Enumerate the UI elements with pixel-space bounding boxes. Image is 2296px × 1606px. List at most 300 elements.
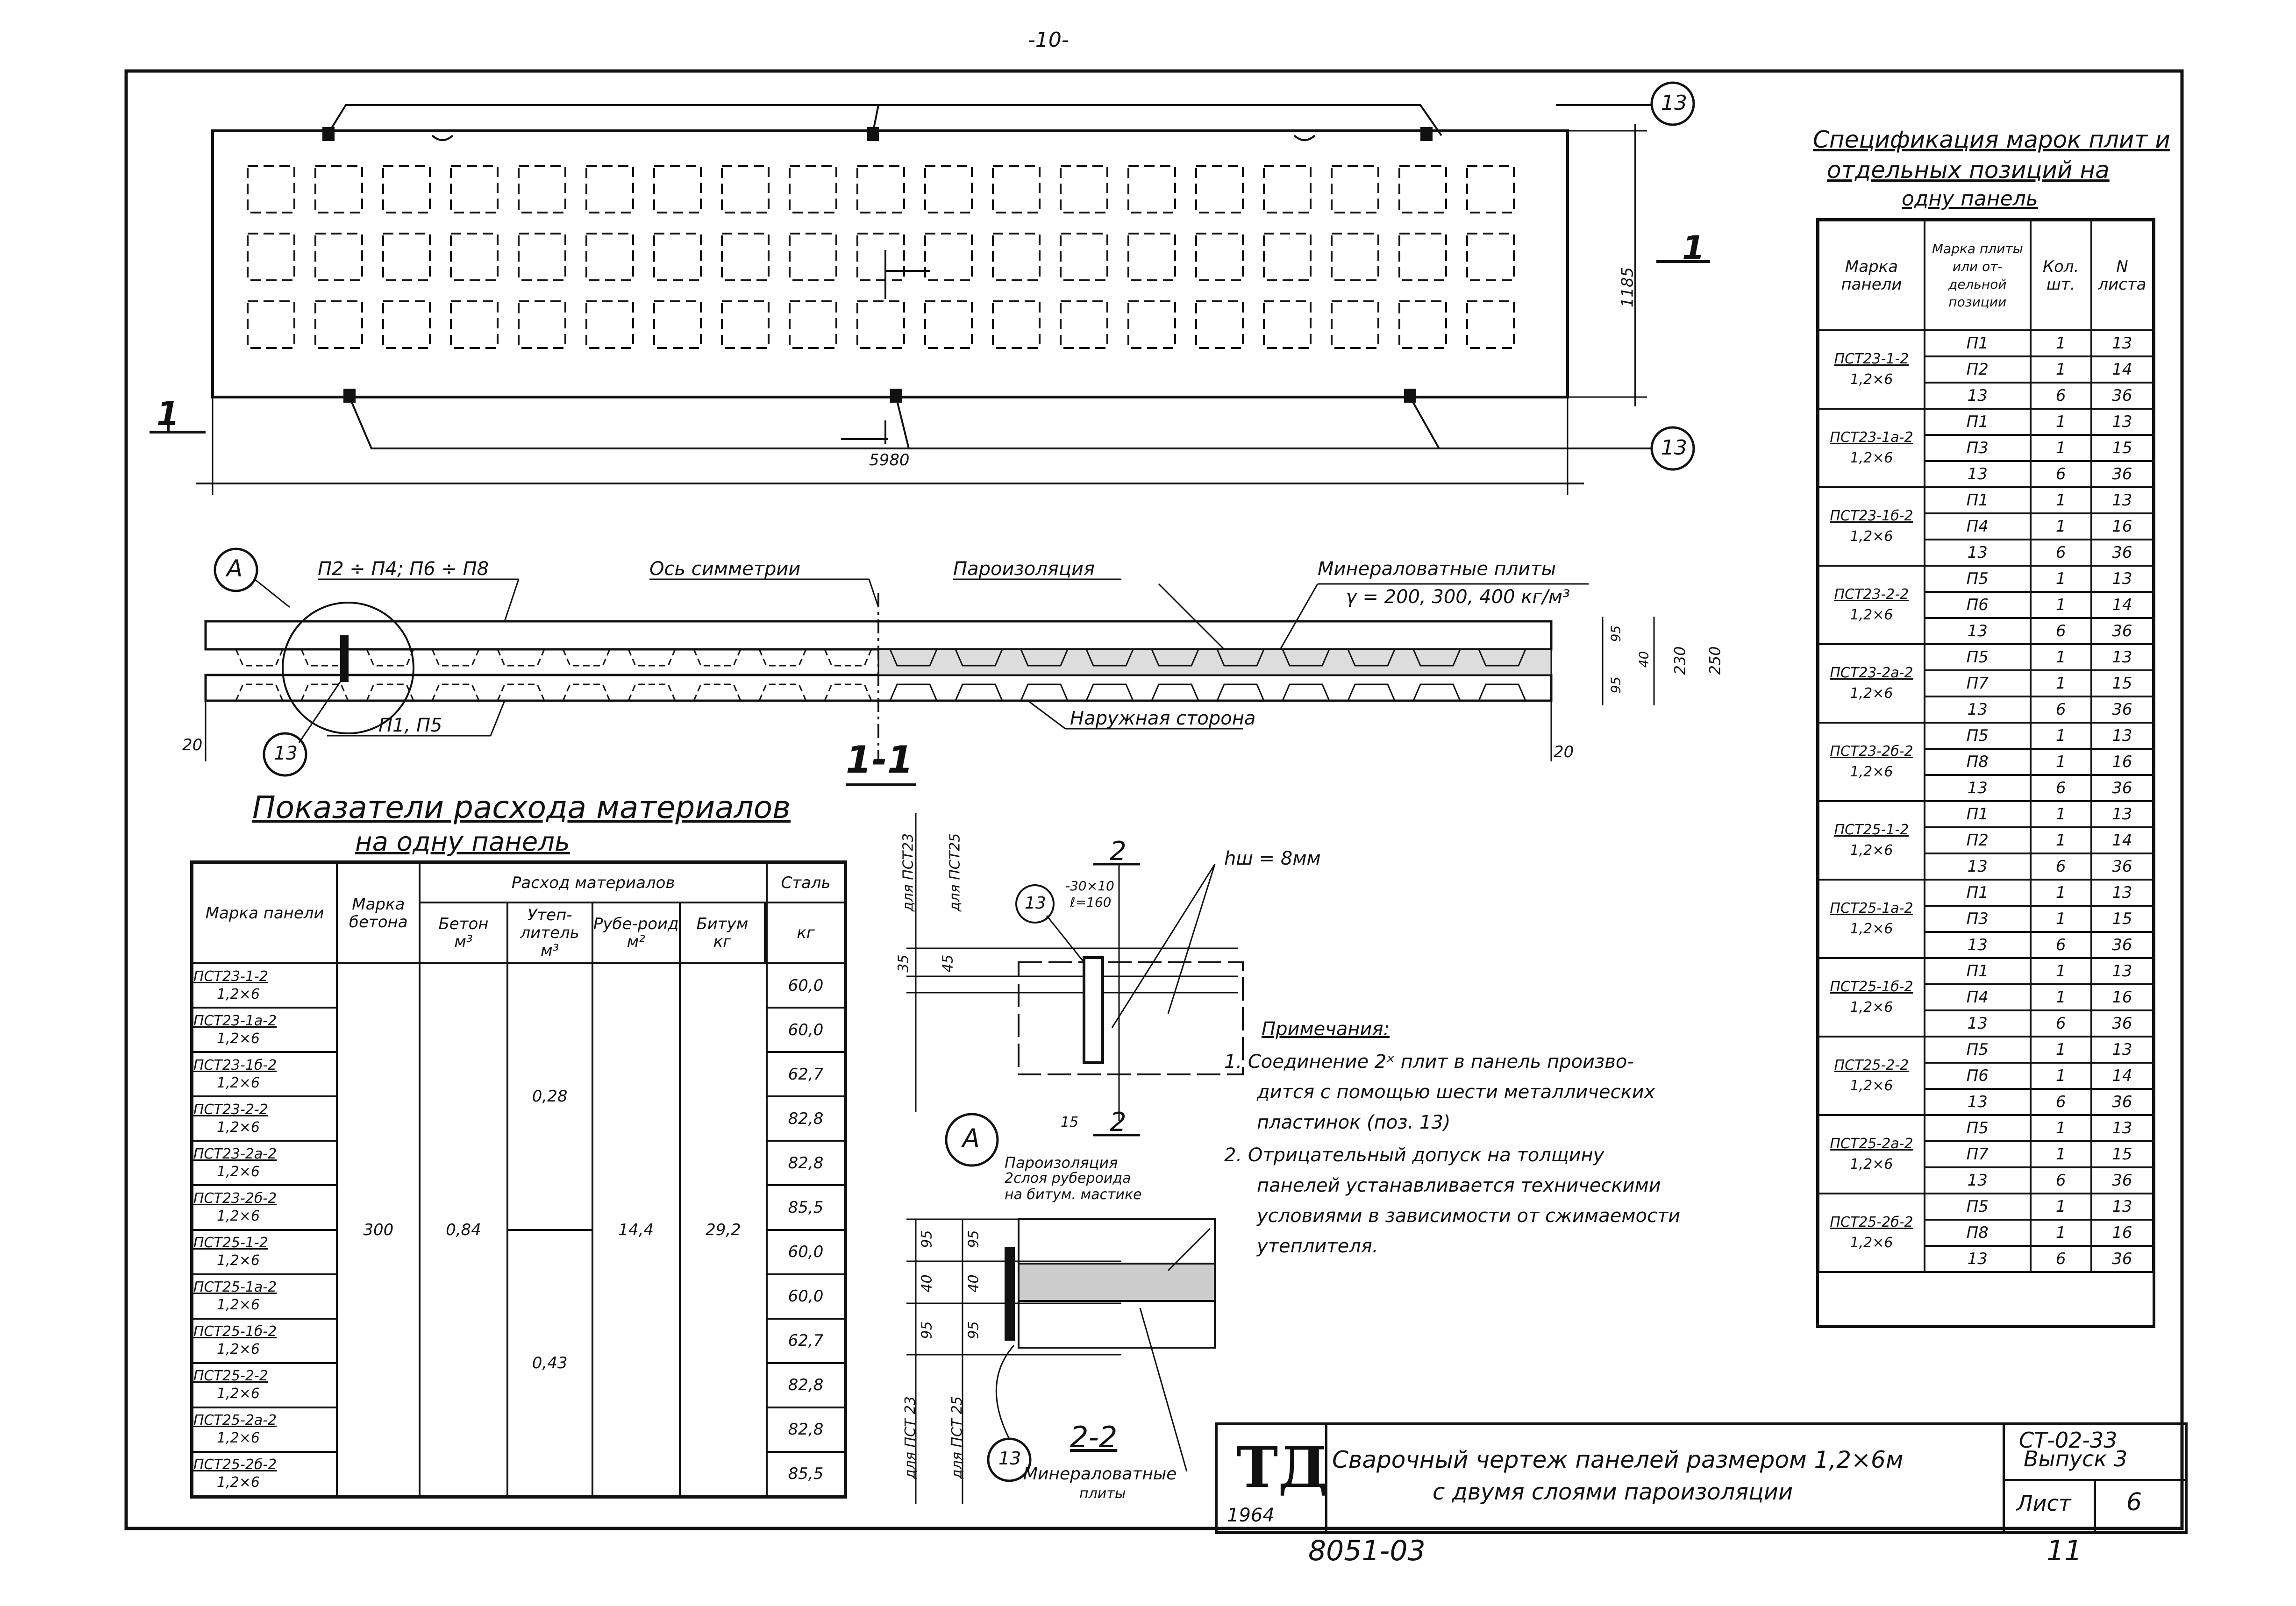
spec-plate: П5 (1925, 1194, 2031, 1220)
spec-qty: 1 (2031, 356, 2091, 383)
spec-row (1818, 723, 2153, 749)
spec-row (1818, 880, 2153, 906)
plan-rib-cell (586, 166, 633, 213)
spec-panel-mark: ПСТ23-2а-2 (1830, 665, 1913, 681)
detail-2-plate-label: -30×10 (1065, 878, 1114, 894)
spec-table (1818, 220, 2154, 1273)
plan-anchor (322, 127, 335, 141)
hdr-bitumen-text: Битум (696, 915, 749, 934)
spec-sheet: 13 (2091, 487, 2153, 513)
section-rib (563, 649, 610, 666)
section-rib (1217, 684, 1264, 701)
detail-2-mark-bottom: 2 (1110, 1107, 1127, 1137)
materials-size: 1,2×6 (217, 1119, 260, 1136)
hdr-concrete-text: Бетон (438, 915, 489, 934)
materials-steel: 62,7 (767, 1052, 845, 1096)
plan-rib-cell (790, 301, 836, 348)
plan-rib-cell (1061, 301, 1107, 348)
section-rib (432, 684, 479, 701)
spec-panel-mark: ПСТ25-1б-2 (1830, 979, 1913, 995)
spec-sheet: 36 (2091, 618, 2153, 644)
plan-rib-cell (1467, 166, 1514, 213)
section-rib (432, 649, 479, 666)
materials-mark-cell (193, 1407, 337, 1452)
materials-mark-cell (193, 1230, 337, 1274)
plan-rib-cell (315, 234, 362, 280)
detail-2-dim35: 35 (895, 954, 912, 973)
label-axis: Ось симметрии (649, 558, 801, 580)
detail-2-plate-length: ℓ=160 (1070, 895, 1112, 910)
label-outer: Наружная сторона (1070, 708, 1256, 729)
plan-ribs-grid (248, 166, 1514, 348)
detail-22-title: 2-2 (1070, 1420, 1118, 1454)
materials-mark: ПСТ23-1б-2 (193, 1057, 277, 1073)
spec-plate: 13 (1925, 775, 2031, 801)
notes-title: Примечания: (1262, 1018, 1390, 1040)
materials-size: 1,2×6 (217, 1074, 260, 1091)
spec-sheet: 36 (2091, 932, 2153, 958)
plan-rib-cell (925, 234, 972, 280)
spec-qty: 1 (2031, 670, 2091, 696)
spec-plate: П8 (1925, 1220, 2031, 1246)
plan-rib-cell (925, 166, 972, 213)
spec-row (1818, 1115, 2153, 1141)
title-line-2: с двумя слоями пароизоляции (1433, 1479, 1793, 1505)
spec-qty: 1 (2031, 749, 2091, 775)
spec-panel-size: 1,2×6 (1850, 921, 1893, 937)
spec-qty: 1 (2031, 1194, 2091, 1220)
plan-rib-cell (790, 166, 836, 213)
spec-panel-size: 1,2×6 (1850, 371, 1893, 388)
callout-A-label: A (227, 555, 243, 582)
spec-qty: 1 (2031, 880, 2091, 906)
note-line: утеплителя. (1257, 1236, 1378, 1257)
spec-qty: 6 (2031, 1089, 2091, 1115)
spec-panel-cell (1818, 801, 1925, 880)
materials-steel: 62,7 (767, 1319, 845, 1363)
spec-qty: 6 (2031, 775, 2091, 801)
spec-plate: 13 (1925, 932, 2031, 958)
plan-rib-cell (248, 301, 294, 348)
spec-panel-size: 1,2×6 (1850, 450, 1893, 466)
spec-plate: 13 (1925, 618, 2031, 644)
materials-size: 1,2×6 (217, 1030, 260, 1047)
spec-sheet: 36 (2091, 1010, 2153, 1037)
hdr-concrete-unit: м³ (454, 932, 473, 952)
detail-2-slab (1019, 962, 1243, 1074)
spec-qty: 1 (2031, 566, 2091, 592)
spec-plate: П5 (1925, 566, 2031, 592)
dim-95-top: 95 (1608, 625, 1624, 642)
materials-mark-cell (193, 1008, 337, 1052)
materials-steel: 82,8 (767, 1096, 845, 1141)
plan-rib-cell (993, 301, 1040, 348)
plan-rib-cell (1196, 301, 1243, 348)
spec-panel-size: 1,2×6 (1850, 999, 1893, 1016)
plan-rib-cell (1196, 166, 1243, 213)
materials-bitumen: 29,2 (680, 963, 767, 1496)
materials-insulation-2: 0,43 (507, 1230, 592, 1496)
section-title: 1-1 (846, 738, 913, 782)
section-rib (694, 684, 741, 701)
note-line: панелей устанавливается техническими (1257, 1175, 1661, 1196)
spec-qty: 1 (2031, 409, 2091, 435)
spec-panel-size: 1,2×6 (1850, 842, 1893, 859)
sheet-divider (2094, 1479, 2096, 1531)
section-rib (301, 684, 348, 701)
spec-sheet: 36 (2091, 461, 2153, 487)
materials-mark-cell (193, 1452, 337, 1496)
spec-plate: 13 (1925, 383, 2031, 409)
plan-rib-cell (790, 234, 836, 280)
hdr-steel: Сталь (767, 863, 845, 902)
plan-rib-cell (248, 234, 294, 280)
plan-rib-cell (1332, 301, 1378, 348)
spec-sheet: 13 (2091, 958, 2153, 984)
logo: ТД (1236, 1435, 1328, 1500)
spec-panel-mark: ПСТ23-1б-2 (1830, 508, 1913, 524)
spec-sheet: 36 (2091, 1246, 2153, 1272)
materials-size: 1,2×6 (217, 1163, 260, 1180)
materials-mark: ПСТ25-2б-2 (193, 1457, 277, 1473)
spec-panel-size: 1,2×6 (1850, 1156, 1893, 1173)
spec-hdr-mark-panel: Марка панели (1818, 220, 1925, 330)
materials-mark-cell (193, 1185, 337, 1229)
spec-sheet: 36 (2091, 540, 2153, 566)
plan-rib-cell (1399, 234, 1446, 280)
plan-rib-cell (1332, 234, 1378, 280)
spec-sheet: 13 (2091, 409, 2153, 435)
spec-plate: П8 (1925, 749, 2031, 775)
note-line: 2. Отрицательный допуск на толщину (1224, 1144, 1604, 1166)
title-line-1: Сварочный чертеж панелей размером 1,2×6м (1332, 1446, 1904, 1473)
plan-rib-cell (1264, 301, 1311, 348)
spec-qty: 6 (2031, 461, 2091, 487)
plan-rib-cell (654, 301, 701, 348)
detail-22-dim40a: 40 (919, 1274, 935, 1293)
spec-plate: П5 (1925, 723, 2031, 749)
dim-40: 40 (1636, 651, 1652, 668)
spec-panel-cell (1818, 723, 1925, 801)
logo-cell (1218, 1425, 1327, 1531)
plan-rib-cell (1467, 234, 1514, 280)
spec-hdr-mark-plate: Марка плиты или от-дельной позиции (1925, 220, 2031, 330)
detail-22-dim95d: 95 (965, 1321, 982, 1339)
spec-qty: 1 (2031, 513, 2091, 540)
hdr-insulation-unit: м³ (540, 941, 559, 960)
materials-steel: 60,0 (767, 1274, 845, 1319)
spec-qty: 6 (2031, 696, 2091, 723)
spec-sheet: 14 (2091, 356, 2153, 383)
detail-2-plate (1084, 958, 1103, 1063)
spec-row (1818, 801, 2153, 827)
dim-250: 250 (1706, 646, 1724, 675)
spec-qty: 1 (2031, 435, 2091, 461)
spec-qty: 1 (2031, 1115, 2091, 1141)
title-block (1215, 1422, 2188, 1534)
plan-rib-cell (993, 234, 1040, 280)
section-rib (563, 684, 610, 701)
dim-95-bottom: 95 (1608, 676, 1624, 694)
sheet-no: 6 (2126, 1488, 2142, 1516)
callout-13-d2-label: 13 (1025, 894, 1046, 913)
section-rib (759, 649, 806, 666)
spec-sheet: 36 (2091, 1167, 2153, 1194)
section-rib (236, 649, 283, 666)
spec-plate: П7 (1925, 1141, 2031, 1167)
spec-panel-cell (1818, 880, 1925, 958)
spec-qty: 1 (2031, 330, 2091, 356)
spec-sheet: 13 (2091, 723, 2153, 749)
detail-2-dim45: 45 (940, 954, 956, 973)
plan-rib-cell (248, 166, 294, 213)
plan-rib-cell (722, 234, 769, 280)
detail-2-dim15: 15 (1061, 1114, 1079, 1130)
spec-sheet: 36 (2091, 775, 2153, 801)
dim-20-right: 20 (1554, 743, 1574, 761)
materials-mark-cell (193, 1363, 337, 1407)
callout-A-detail-label: A (963, 1123, 980, 1153)
section-rib (955, 684, 1002, 701)
plan-rib-cell (383, 166, 430, 213)
hdr-mark-concrete: Марка бетона (337, 863, 420, 963)
section-rib (498, 684, 544, 701)
label-p1p5: П1, П5 (378, 715, 442, 736)
materials-mark: ПСТ25-2а-2 (193, 1412, 277, 1429)
materials-steel: 82,8 (767, 1141, 845, 1185)
section-rib (825, 649, 871, 666)
spec-panel-cell (1818, 409, 1925, 487)
plan-rib-cell (1264, 234, 1311, 280)
spec-plate: П1 (1925, 409, 2031, 435)
plan-rib-cell (1332, 166, 1378, 213)
materials-mark-cell (193, 1274, 337, 1319)
section-rib (628, 649, 675, 666)
spec-sheet: 13 (2091, 330, 2153, 356)
sheet-label: Лист (2017, 1491, 2071, 1516)
hdr-ruberoid-unit: м² (627, 932, 645, 952)
materials-mark: ПСТ23-2б-2 (193, 1190, 277, 1207)
spec-panel-mark: ПСТ25-2а-2 (1830, 1136, 1913, 1152)
materials-size: 1,2×6 (217, 1386, 260, 1402)
detail-2-2-insulation (1019, 1264, 1215, 1301)
detail-22-dim95c: 95 (919, 1321, 935, 1339)
plan-rib-cell (1128, 234, 1175, 280)
spec-plate: 13 (1925, 1167, 2031, 1194)
spec-panel-mark: ПСТ25-1-2 (1834, 822, 1909, 838)
section-rib (1348, 684, 1395, 701)
materials-mark: ПСТ23-2а-2 (193, 1145, 277, 1162)
spec-sheet: 13 (2091, 566, 2153, 592)
spec-sheet: 36 (2091, 696, 2153, 723)
spec-panel-cell (1818, 644, 1925, 723)
materials-steel: 85,5 (767, 1452, 845, 1496)
detail-22-vapor: Пароизоляция (1005, 1154, 1118, 1172)
spec-sheet: 15 (2091, 1141, 2153, 1167)
detail-22-mineral-2: плиты (1079, 1485, 1126, 1502)
spec-qty: 1 (2031, 1037, 2091, 1063)
sheet-index: 11 (2046, 1535, 2082, 1567)
materials-steel: 60,0 (767, 1230, 845, 1274)
detail-22-dim40b: 40 (965, 1274, 982, 1293)
spec-qty: 6 (2031, 853, 2091, 880)
spec-sheet: 16 (2091, 749, 2153, 775)
spec-sheet: 14 (2091, 827, 2153, 853)
plan-rib-cell (586, 234, 633, 280)
plan-rib-cell (1264, 166, 1311, 213)
spec-panel-cell (1818, 1037, 1925, 1115)
detail-2-pst23: для ПСТ23 (900, 833, 917, 912)
spec-row (1818, 487, 2153, 513)
materials-mark: ПСТ25-1б-2 (193, 1323, 277, 1340)
materials-ruberoid: 14,4 (592, 963, 680, 1496)
materials-concrete-mark: 300 (337, 963, 420, 1496)
note-line: дится с помощью шести металлических (1257, 1081, 1655, 1103)
spec-panel-mark: ПСТ23-1-2 (1834, 351, 1909, 367)
hdr-insulation-text: Утеп-литель (520, 906, 579, 943)
label-gamma: γ = 200, 300, 400 кг/м³ (1346, 586, 1570, 608)
materials-title: Показатели расхода материалов (252, 789, 791, 825)
spec-panel-mark: ПСТ25-2б-2 (1830, 1214, 1913, 1230)
plan-rib-cell (1467, 301, 1514, 348)
materials-size: 1,2×6 (217, 1297, 260, 1314)
spec-plate: 13 (1925, 1246, 2031, 1272)
section-bolt (340, 635, 349, 682)
detail-2-2-top-slab (1019, 1219, 1215, 1264)
section-insulation (878, 649, 1551, 675)
spec-row (1818, 330, 2153, 356)
materials-mark-cell (193, 1052, 337, 1096)
spec-plate: 13 (1925, 1089, 2031, 1115)
spec-row (1818, 566, 2153, 592)
issue: Выпуск 3 (2024, 1446, 2128, 1471)
materials-concrete-volume: 0,84 (420, 963, 507, 1496)
detail-22-layers: 2слоя рубероида (1005, 1170, 1131, 1187)
spec-plate: П3 (1925, 906, 2031, 932)
spec-plate: 13 (1925, 540, 2031, 566)
materials-mark-cell (193, 1141, 337, 1185)
dim-height: 1185 (1618, 267, 1637, 308)
detail-22-pst25: для ПСТ 25 (949, 1396, 966, 1479)
materials-size: 1,2×6 (217, 986, 260, 1002)
section-mark-right: 1 (1682, 229, 1705, 267)
materials-mark: ПСТ25-1-2 (193, 1235, 268, 1251)
spec-plate: П5 (1925, 1037, 2031, 1063)
spec-qty: 1 (2031, 592, 2091, 618)
spec-plate: П5 (1925, 1115, 2031, 1141)
spec-qty: 1 (2031, 1220, 2091, 1246)
detail-22-dim95a: 95 (919, 1230, 935, 1248)
detail-2-mark: 2 (1110, 836, 1127, 867)
spec-qty: 1 (2031, 984, 2091, 1010)
section-rib (759, 684, 806, 701)
spec-qty: 1 (2031, 644, 2091, 670)
spec-plate: П7 (1925, 670, 2031, 696)
spec-panel-cell (1818, 1115, 1925, 1194)
materials-mark: ПСТ23-2-2 (193, 1101, 268, 1118)
section-rib (367, 649, 414, 666)
materials-size: 1,2×6 (217, 1208, 260, 1224)
spec-sheet: 36 (2091, 1089, 2153, 1115)
plan-rib-cell (993, 166, 1040, 213)
spec-plate: П3 (1925, 435, 2031, 461)
spec-panel-size: 1,2×6 (1850, 1235, 1893, 1251)
detail-2-hw: hш = 8мм (1224, 848, 1321, 869)
plan-rib-cell (1399, 166, 1446, 213)
plan-rib-cell (857, 234, 904, 280)
spec-plate: 13 (1925, 1010, 2031, 1037)
materials-steel: 60,0 (767, 1008, 845, 1052)
plan-rib-cell (451, 301, 498, 348)
spec-panel-mark: ПСТ23-2б-2 (1830, 743, 1913, 760)
spec-qty: 6 (2031, 1167, 2091, 1194)
label-plates: П2 ÷ П4; П6 ÷ П8 (318, 558, 489, 580)
materials-size: 1,2×6 (217, 1430, 260, 1447)
materials-mark: ПСТ23-1-2 (193, 968, 268, 985)
section-rib (825, 684, 871, 701)
plan-rib-cell (857, 301, 904, 348)
spec-qty: 6 (2031, 932, 2091, 958)
plan-rib-cell (383, 234, 430, 280)
spec-sheet: 16 (2091, 984, 2153, 1010)
spec-panel-cell (1818, 1194, 1925, 1272)
plan-rib-cell (451, 166, 498, 213)
spec-panel-size: 1,2×6 (1850, 764, 1893, 780)
section-rib (694, 649, 741, 666)
spec-panel-cell (1818, 487, 1925, 566)
plan-rib-cell (925, 301, 972, 348)
year: 1964 (1227, 1505, 1275, 1526)
spec-sheet: 15 (2091, 906, 2153, 932)
panel-outline-plan (213, 131, 1568, 397)
materials-row (193, 963, 845, 1008)
spec-panel-cell (1818, 958, 1925, 1037)
hdr-bitumen (680, 902, 765, 963)
hdr-concrete (420, 902, 507, 963)
spec-plate: 13 (1925, 696, 2031, 723)
detail-22-mineral-1: Минераловатные (1023, 1464, 1177, 1484)
plan-rib-cell (654, 166, 701, 213)
spec-panel-mark: ПСТ25-2-2 (1834, 1057, 1909, 1073)
spec-sheet: 13 (2091, 1037, 2153, 1063)
materials-steel: 82,8 (767, 1363, 845, 1407)
plan-rib-cell (722, 301, 769, 348)
spec-sheet: 13 (2091, 644, 2153, 670)
spec-sheet: 13 (2091, 1115, 2153, 1141)
spec-qty: 1 (2031, 958, 2091, 984)
section-rib (1479, 684, 1526, 701)
plan-rib-cell (654, 234, 701, 280)
note-line: пластинок (поз. 13) (1257, 1112, 1451, 1133)
plan-rib-cell (1128, 301, 1175, 348)
detail-22-dim95b: 95 (965, 1230, 982, 1248)
materials-steel: 85,5 (767, 1185, 845, 1229)
spec-plate: П4 (1925, 513, 2031, 540)
callout-13-d22-label: 13 (998, 1448, 1021, 1469)
spec-plate: П1 (1925, 880, 2031, 906)
spec-sheet: 15 (2091, 435, 2153, 461)
spec-qty: 6 (2031, 1246, 2091, 1272)
spec-plate: П1 (1925, 801, 2031, 827)
materials-mark: ПСТ25-1а-2 (193, 1279, 277, 1296)
section-rib (890, 684, 937, 701)
spec-qty: 1 (2031, 906, 2091, 932)
callout-13-bottom-label: 13 (1661, 436, 1687, 460)
detail-2-2-bottom-slab (1019, 1301, 1215, 1348)
spec-sheet: 14 (2091, 592, 2153, 618)
plan-rib-cell (451, 234, 498, 280)
spec-qty: 1 (2031, 801, 2091, 827)
